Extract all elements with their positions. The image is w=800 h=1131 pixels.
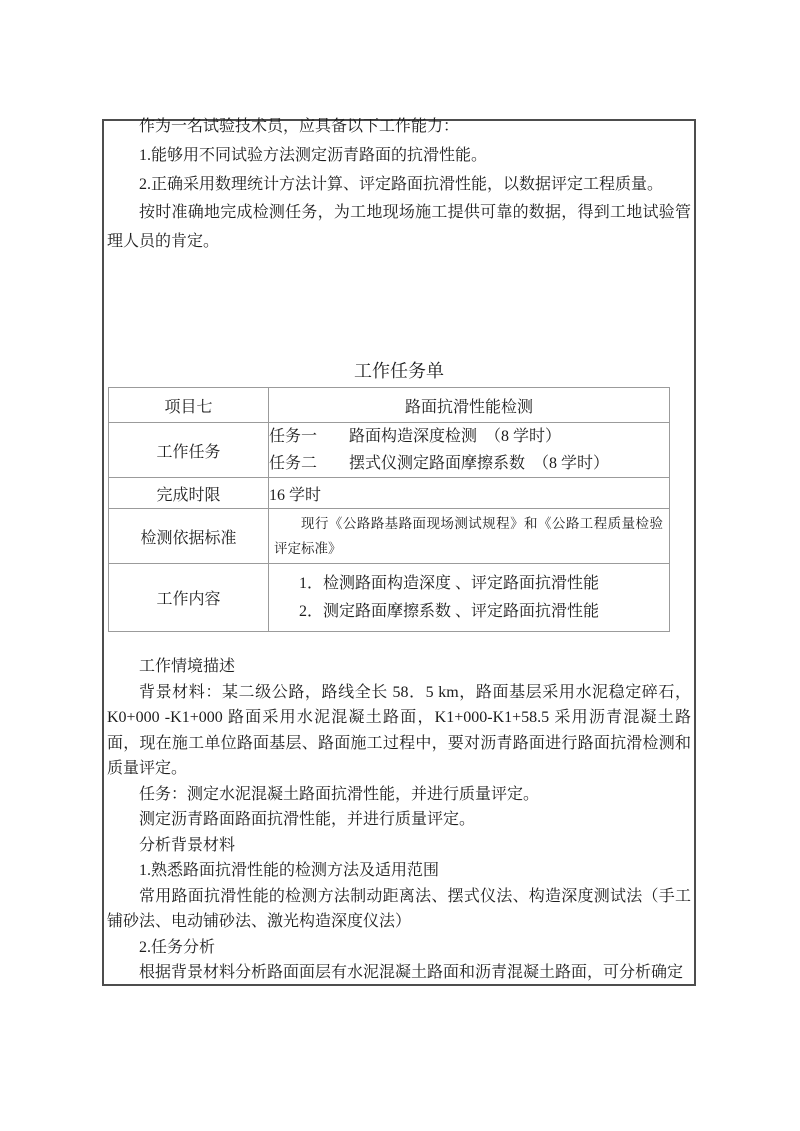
intro-closing-paragraph: 按时准确地完成检测任务，为工地现场施工提供可靠的数据，得到工地试验管理人员的肯定。 bbox=[107, 204, 691, 251]
row-label-cell: 工作内容 bbox=[109, 564, 269, 632]
row-content-cell bbox=[269, 509, 670, 564]
scenario-section bbox=[107, 654, 691, 986]
row-content-cell bbox=[269, 564, 670, 632]
table-row-project bbox=[109, 388, 670, 423]
row-label-cell: 项目七 bbox=[109, 388, 269, 423]
scenario-analysis-heading: 分析背景材料 bbox=[139, 836, 236, 854]
intro-list-item-2: 2.正确采用数理统计方法计算、评定路面抗滑性能，以数据评定工程质量。 bbox=[139, 175, 664, 193]
scenario-analysis-item-2: 2.任务分析 bbox=[139, 938, 216, 956]
intro-paragraph: 作为一名试验技术员，应具备以下工作能力： bbox=[139, 118, 460, 135]
row-label-cell: 完成时限 bbox=[109, 478, 269, 509]
scenario-background-paragraph: 背景材料：某二级公路，路线全长 58．5 km，路面基层采用水泥稳定碎石，K0+000 -K1+000 路面采用水泥混凝土路面，K1+000-K1+58.5 采用沥青混凝土路面，现在施工单位路面基层、路面施工过程中，要对沥青路面进行路面抗滑检测和质量评定。 bbox=[107, 683, 691, 777]
scenario-task-paragraph-2: 测定沥青路面路面抗滑性能，并进行质量评定。 bbox=[139, 811, 476, 828]
intro-list-item-1: 1.能够用不同试验方法测定沥青路面的抗滑性能。 bbox=[139, 146, 488, 164]
row-label-cell: 工作任务 bbox=[109, 423, 269, 478]
work-content-line-1: 1．检测路面构造深度 、评定路面抗滑性能 bbox=[299, 574, 600, 592]
content-border-frame bbox=[102, 119, 696, 986]
row-content-cell bbox=[269, 423, 670, 478]
table-row-time-limit bbox=[109, 478, 670, 509]
scenario-analysis-item-1: 1.熟悉路面抗滑性能的检测方法及适用范围 bbox=[139, 862, 440, 879]
row-content-cell: 16 学时 bbox=[269, 478, 670, 509]
table-row-standards bbox=[109, 509, 670, 564]
work-content-line-2: 2．测定路面摩擦系数 、评定路面抗滑性能 bbox=[299, 602, 600, 620]
scenario-task-paragraph-1: 任务：测定水泥混凝土路面抗滑性能，并进行质量评定。 bbox=[139, 785, 540, 803]
table-row-work-content bbox=[109, 564, 670, 632]
scenario-heading: 工作情境描述 bbox=[139, 658, 236, 675]
task-sheet-title: 工作任务单 bbox=[354, 361, 444, 381]
row-content-cell: 路面抗滑性能检测 bbox=[269, 388, 670, 423]
row-label-cell: 检测依据标准 bbox=[109, 509, 269, 564]
task-sheet-table bbox=[108, 387, 670, 632]
scenario-conclusion-paragraph: 根据背景材料分析路面面层有水泥混凝土路面和沥青混凝土路面，可分析确定 bbox=[139, 964, 684, 981]
task-line-2: 任务二 摆式仪测定路面摩擦系数 （8 学时） bbox=[269, 455, 610, 472]
standards-text: 现行《公路路基路面现场测试规程》和《公路工程质量检验评定标准》 bbox=[274, 516, 663, 556]
table-row-tasks bbox=[109, 423, 670, 478]
scenario-methods-paragraph: 常用路面抗滑性能的检测方法制动距离法、摆式仪法、构造深度测试法（手工铺砂法、电动铺砂法、激光构造深度仪法） bbox=[107, 887, 691, 930]
intro-section bbox=[107, 113, 691, 257]
task-line-1: 任务一 路面构造深度检测 （8 学时） bbox=[269, 428, 562, 445]
